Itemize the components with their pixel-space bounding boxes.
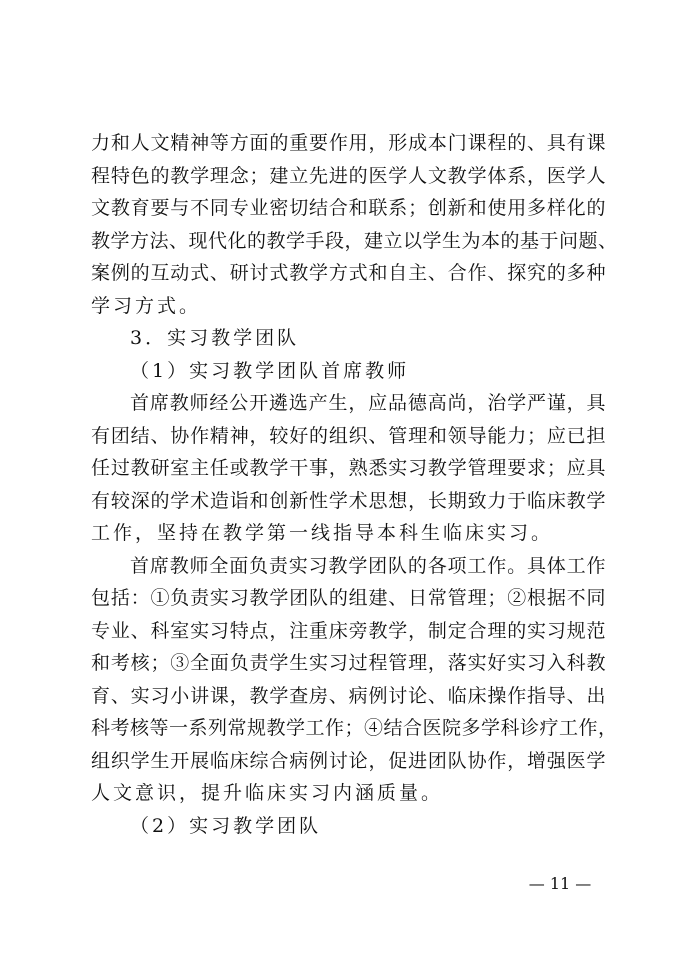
body-text-line: 专业、科室实习特点，注重床旁教学，制定合理的实习规范 [91, 620, 606, 642]
subsection-heading: （1）实习教学团队首席教师 [130, 360, 410, 382]
body-text-line: 文教育要与不同专业密切结合和联系；创新和使用多样化的 [91, 197, 606, 219]
body-text-line: 包括：①负责实习教学团队的组建、日常管理；②根据不同 [91, 587, 606, 609]
body-text-line: 首席教师经公开遴选产生，应品德高尚，治学严谨，具 [130, 392, 606, 414]
body-text-line: 教学方法、现代化的教学手段，建立以学生为本的基于问题、 [91, 230, 618, 252]
body-text-line: 育、实习小讲课，教学查房、病例讨论、临床操作指导、出 [91, 685, 606, 707]
body-text-line: 人文意识，提升临床实习内涵质量。 [91, 782, 444, 804]
page-number: — 11 — [528, 874, 592, 893]
section-heading: 3．实习教学团队 [130, 327, 300, 349]
body-text-line: 案例的互动式、研讨式教学方式和自主、合作、探究的多种 [91, 262, 606, 284]
body-text-line: 科考核等一系列常规教学工作；④结合医院多学科诊疗工作， [91, 717, 618, 739]
body-text-line: 工作，坚持在教学第一线指导本科生临床实习。 [91, 522, 554, 544]
body-text-line: 程特色的教学理念；建立先进的医学人文教学体系，医学人 [91, 165, 606, 187]
body-text-line: 和考核；③全面负责学生实习过程管理，落实好实习入科教 [91, 652, 606, 674]
body-text-line: 力和人文精神等方面的重要作用，形成本门课程的、具有课 [91, 132, 606, 154]
body-text-line: 学习方式。 [91, 295, 202, 317]
body-text-line: 有团结、协作精神，较好的组织、管理和领导能力；应已担 [91, 425, 606, 447]
body-text-line: 组织学生开展临床综合病例讨论，促进团队协作，增强医学 [91, 750, 606, 772]
body-text-line: 首席教师全面负责实习教学团队的各项工作。具体工作 [130, 555, 606, 577]
body-text-line: 有较深的学术造诣和创新性学术思想，长期致力于临床教学 [91, 490, 606, 512]
subsection-heading: （2）实习教学团队 [130, 815, 322, 837]
body-text-line: 任过教研室主任或教学干事，熟悉实习教学管理要求；应具 [91, 457, 606, 479]
